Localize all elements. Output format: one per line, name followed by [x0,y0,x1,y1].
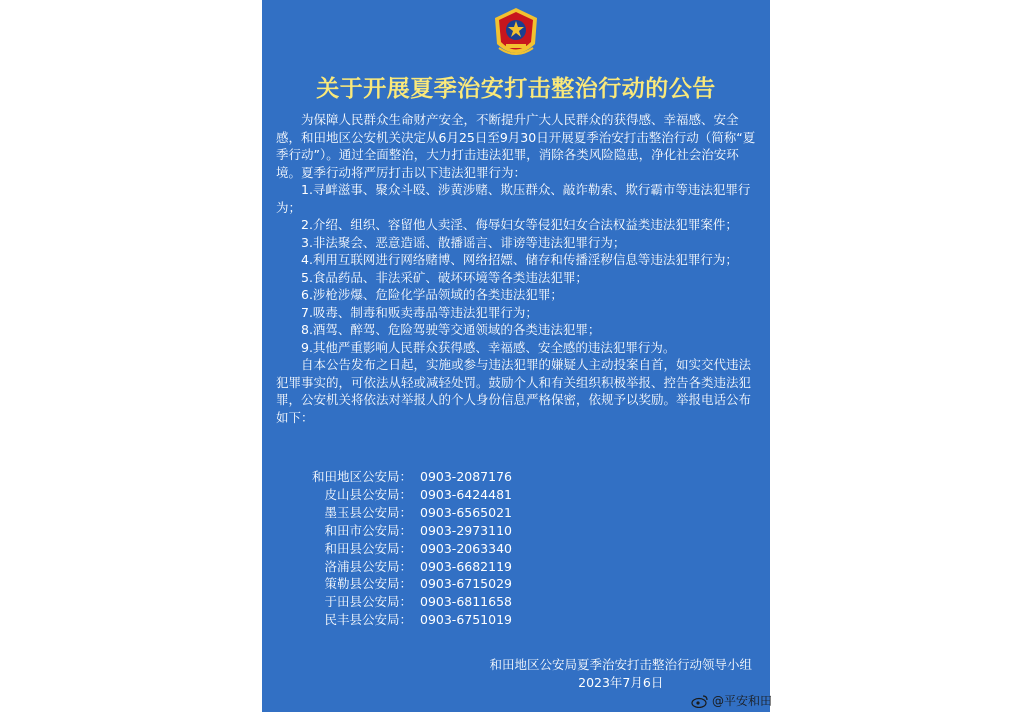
phone-number: 0903-2973110 [420,522,512,538]
phone-number: 0903-6715029 [420,576,512,592]
agency-name: 策勒县公安局： [324,576,412,592]
notice-poster [262,0,770,712]
list-item: 6.涉枪涉爆、危险化学品领域的各类违法犯罪； [301,287,563,302]
list-item: 1.寻衅滋事、聚众斗殴、涉黄涉赌、欺压群众、敲诈勒索、欺行霸市等违法犯罪行为； [276,182,751,215]
hotline-row [304,593,512,611]
phone-number: 0903-6811658 [420,594,512,610]
hotline-row [304,486,512,504]
phone-number: 0903-6424481 [420,486,512,502]
watermark-text: @平安和田 [711,694,772,708]
hotline-row [304,522,512,540]
hotline-row [304,558,512,576]
hotline-list [304,468,512,629]
phone-number: 0903-6682119 [420,558,512,574]
agency-name: 于田县公安局： [324,594,412,610]
intro-paragraph: 为保障人民群众生命财产安全，不断提升广大人民群众的获得感、幸福感、安全感，和田地区公安机关决定从6月25日至9月30日开展夏季治安打击整治行动（简称“夏季行动”）。通过全面整治，大力打击违法犯罪，消除各类风险隐患，净化社会治安环境。夏季行动将严厉打击以下违法犯罪行为： [276,112,756,180]
hotline-row [304,540,512,558]
phone-number: 0903-6751019 [420,612,512,628]
agency-name: 民丰县公安局： [324,612,412,628]
notice-body [276,111,758,426]
notice-title: 关于开展夏季治安打击整治行动的公告 [316,76,716,102]
list-item: 4.利用互联网进行网络赌博、网络招嫖、储存和传播淫秽信息等违法犯罪行为； [301,252,738,267]
hotline-row [304,575,512,593]
phone-number: 0903-6565021 [420,504,512,520]
agency-name: 洛浦县公安局： [324,558,412,574]
list-item: 5.食品药品、非法采矿、破坏环境等各类违法犯罪； [301,269,588,285]
agency-name: 和田地区公安局： [311,469,412,484]
list-item: 7.吸毒、制毒和贩卖毒品等违法犯罪行为； [301,304,538,320]
agency-name: 皮山县公安局： [324,486,412,502]
hotline-row [304,468,512,486]
signature-date: 2023年7月6日 [578,675,664,690]
list-item: 3.非法聚会、恶意造谣、散播谣言、诽谤等违法犯罪行为； [301,234,626,250]
weibo-watermark [691,692,772,709]
phone-number: 0903-2087176 [420,469,512,484]
closing-paragraph: 自本公告发布之日起，实施或参与违法犯罪的嫌疑人主动投案自首，如实交代违法犯罪事实的，可依法从轻或减轻处罚。鼓励个人和有关组织积极举报、控告各类违法犯罪，公安机关将依法对举报人的个人身份信息严格保密，依规予以奖励。举报电话公布如下： [276,357,752,425]
signature-block [489,656,752,692]
police-emblem-icon [491,6,541,62]
signature-org: 和田地区公安局夏季治安打击整治行动领导小组 [489,657,752,672]
phone-number: 0903-2063340 [420,540,512,556]
hotline-row [304,611,512,629]
list-item: 2.介绍、组织、容留他人卖淫、侮辱妇女等侵犯妇女合法权益类违法犯罪案件； [301,217,738,232]
agency-name: 和田市公安局： [324,522,412,538]
weibo-icon [691,694,709,708]
agency-name: 墨玉县公安局： [324,504,412,520]
list-item: 9.其他严重影响人民群众获得感、幸福感、安全感的违法犯罪行为。 [301,339,676,355]
list-item: 8.酒驾、醉驾、危险驾驶等交通领域的各类违法犯罪； [301,322,601,337]
agency-name: 和田县公安局： [324,540,412,556]
hotline-row [304,504,512,522]
